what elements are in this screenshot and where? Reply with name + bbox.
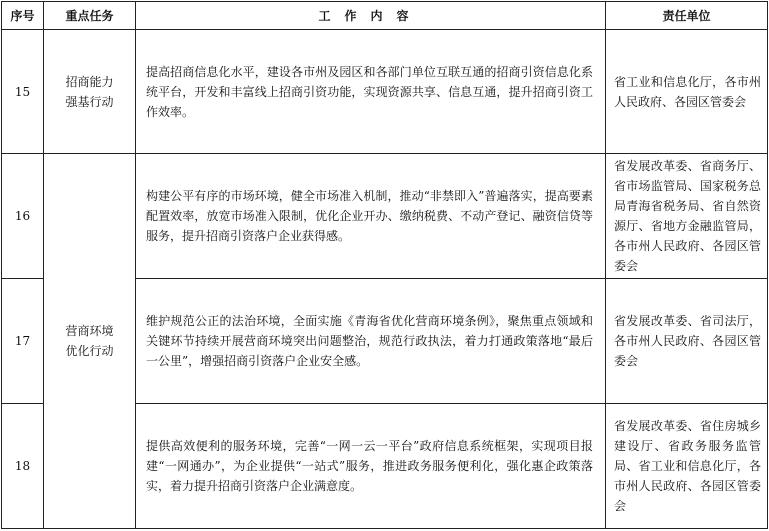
- row-no: 15: [2, 30, 44, 154]
- row-unit: 省发展改革委、省商务厅、省市场监管局、国家税务总局青海省税务局、省自然资源厅、省地方金融监管局，各市州人民政府、各园区管委会: [606, 154, 768, 278]
- row-content: 提供高效便利的服务环境，完善“一网一云一平台”政府信息系统框架，实现项目报建“一网通办”，为企业提供“一站式”服务，推进政务服务便利化，强化惠企政策落实，着力提升招商引资落户企业满意度。: [136, 403, 606, 528]
- task-line: 优化行动: [65, 344, 114, 359]
- task-table: [1, 1, 768, 529]
- header-unit: 责任单位: [606, 2, 768, 30]
- row-content: 构建公平有序的市场环境，健全市场准入机制，推动“非禁即入”普遍落实，提高要素配置效率，放宽市场准入限制，优化企业开办、缴纳税费、不动产登记、融资信贷等服务，提升招商引资落户企业获得感。: [136, 154, 606, 278]
- header-no: 序号: [2, 2, 44, 30]
- task-line: 强基行动: [65, 94, 114, 109]
- row-task: [44, 30, 136, 154]
- row-no: 18: [2, 403, 44, 528]
- table-row: [2, 30, 768, 154]
- table-row: [2, 154, 768, 278]
- row-unit: 省发展改革委、省住房城乡建设厅、省政务服务监管局、省工业和信息化厅，各市州人民政府、各园区管委会: [606, 403, 768, 528]
- task-line: 招商能力: [65, 74, 114, 89]
- row-no: 16: [2, 154, 44, 278]
- row-content: 维护规范公正的法治环境，全面实施《青海省优化营商环境条例》，聚焦重点领域和关键环节持续开展营商环境突出问题整治，规范行政执法，着力打通政策落地“最后一公里”，增强招商引资落户企业安全感。: [136, 278, 606, 403]
- row-content: 提高招商信息化水平，建设各市州及园区和各部门单位互联互通的招商引资信息化系统平台，开发和丰富线上招商引资功能，实现资源共享、信息互通，提升招商引资工作效率。: [136, 30, 606, 154]
- row-unit: 省发展改革委、省司法厅，各市州人民政府、各园区管委会: [606, 278, 768, 403]
- header-task: 重点任务: [44, 2, 136, 30]
- header-content: 工作内容: [136, 2, 606, 30]
- row-no: 17: [2, 278, 44, 403]
- row-task: [44, 154, 136, 529]
- row-unit: 省工业和信息化厅，各市州人民政府、各园区管委会: [606, 30, 768, 154]
- table-header-row: [2, 2, 768, 30]
- task-line: 营商环境: [65, 324, 114, 339]
